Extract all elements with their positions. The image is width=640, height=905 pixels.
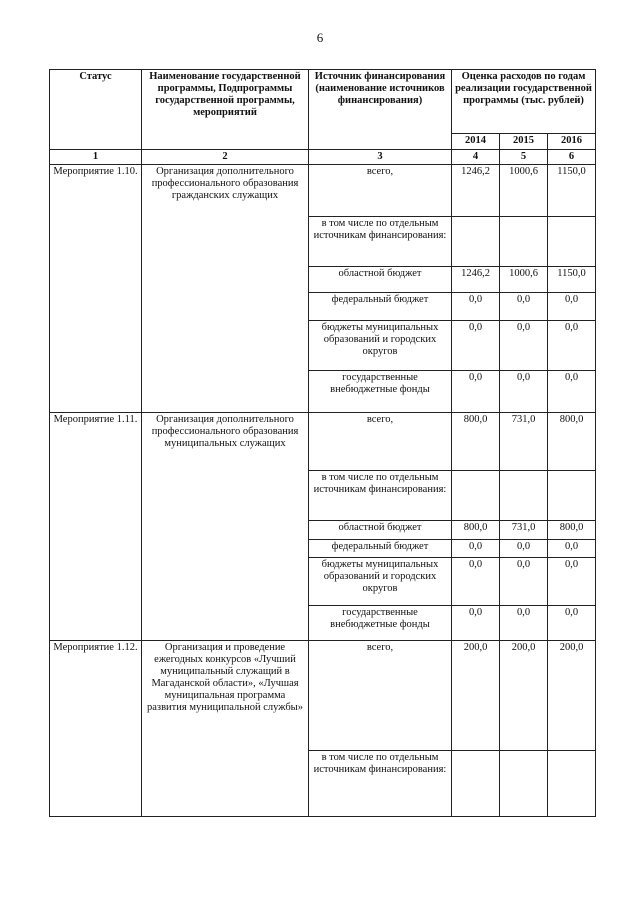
- value-2014: 1246,2: [452, 267, 500, 293]
- value-2014: 200,0: [452, 641, 500, 751]
- value-2016: 0,0: [548, 606, 596, 641]
- value-2016: 200,0: [548, 641, 596, 751]
- funding-source: государственные внебюджетные фонды: [309, 606, 452, 641]
- funding-source: бюджеты муниципальных образований и городских округов: [309, 558, 452, 606]
- value-2016: 800,0: [548, 413, 596, 471]
- column-index: 1: [50, 150, 142, 165]
- value-2014: [452, 751, 500, 817]
- funding-source: государственные внебюджетные фонды: [309, 371, 452, 413]
- value-2016: 0,0: [548, 321, 596, 371]
- funding-source: бюджеты муниципальных образований и городских округов: [309, 321, 452, 371]
- value-2016: 0,0: [548, 558, 596, 606]
- value-2014: 0,0: [452, 540, 500, 558]
- measure-name: Организация и проведение ежегодных конкурсов «Лучший муниципальный служащий в Магаданской области», «Лучшая муниципальная программа развития муниципальной службы»: [142, 641, 309, 817]
- value-2014: 0,0: [452, 371, 500, 413]
- value-2015: 0,0: [500, 293, 548, 321]
- value-2015: [500, 217, 548, 267]
- expenditure-table: [49, 69, 596, 817]
- value-2016: 1150,0: [548, 165, 596, 217]
- funding-source: в том числе по отдельным источникам финансирования:: [309, 471, 452, 521]
- value-2014: 800,0: [452, 413, 500, 471]
- column-index: 2: [142, 150, 309, 165]
- funding-source: федеральный бюджет: [309, 540, 452, 558]
- value-2015: 731,0: [500, 521, 548, 540]
- header-name: Наименование государственной программы, Подпрограммы государственной программы, мероприятий: [142, 70, 309, 150]
- value-2014: 0,0: [452, 558, 500, 606]
- measure-status: Мероприятие 1.11.: [50, 413, 142, 641]
- value-2015: [500, 751, 548, 817]
- funding-source: всего,: [309, 165, 452, 217]
- measure-name: Организация дополнительного профессионального образования муниципальных служащих: [142, 413, 309, 641]
- header-status: Статус: [50, 70, 142, 150]
- table-row: [50, 165, 596, 217]
- value-2016: [548, 751, 596, 817]
- value-2015: 0,0: [500, 371, 548, 413]
- value-2014: 0,0: [452, 606, 500, 641]
- value-2014: 800,0: [452, 521, 500, 540]
- funding-source: областной бюджет: [309, 267, 452, 293]
- value-2014: 1246,2: [452, 165, 500, 217]
- value-2015: 0,0: [500, 321, 548, 371]
- value-2015: 0,0: [500, 540, 548, 558]
- value-2014: 0,0: [452, 293, 500, 321]
- value-2015: 0,0: [500, 606, 548, 641]
- header-source: Источник финансирования (наименование источников финансирования): [309, 70, 452, 150]
- value-2015: 0,0: [500, 558, 548, 606]
- measure-status: Мероприятие 1.10.: [50, 165, 142, 413]
- measure-name: Организация дополнительного профессионального образования гражданских служащих: [142, 165, 309, 413]
- value-2015: [500, 471, 548, 521]
- value-2016: 0,0: [548, 540, 596, 558]
- value-2016: 0,0: [548, 293, 596, 321]
- column-index: 5: [500, 150, 548, 165]
- funding-source: всего,: [309, 413, 452, 471]
- funding-source: областной бюджет: [309, 521, 452, 540]
- header-year-2014: 2014: [452, 134, 500, 150]
- table-row: [50, 413, 596, 471]
- header-year-2015: 2015: [500, 134, 548, 150]
- page-number: 6: [316, 30, 324, 45]
- funding-source: федеральный бюджет: [309, 293, 452, 321]
- value-2015: 1000,6: [500, 267, 548, 293]
- value-2016: 800,0: [548, 521, 596, 540]
- funding-source: в том числе по отдельным источникам финансирования:: [309, 751, 452, 817]
- value-2015: 731,0: [500, 413, 548, 471]
- value-2015: 1000,6: [500, 165, 548, 217]
- measure-status: Мероприятие 1.12.: [50, 641, 142, 817]
- value-2014: 0,0: [452, 321, 500, 371]
- value-2014: [452, 217, 500, 267]
- funding-source: всего,: [309, 641, 452, 751]
- header-estimate: Оценка расходов по годам реализации государственной программы (тыс. рублей): [452, 70, 596, 134]
- table-row: [50, 641, 596, 751]
- value-2016: [548, 471, 596, 521]
- column-index: 4: [452, 150, 500, 165]
- value-2015: 200,0: [500, 641, 548, 751]
- header-year-2016: 2016: [548, 134, 596, 150]
- column-index: 6: [548, 150, 596, 165]
- value-2014: [452, 471, 500, 521]
- value-2016: [548, 217, 596, 267]
- value-2016: 0,0: [548, 371, 596, 413]
- column-index: 3: [309, 150, 452, 165]
- funding-source: в том числе по отдельным источникам финансирования:: [309, 217, 452, 267]
- value-2016: 1150,0: [548, 267, 596, 293]
